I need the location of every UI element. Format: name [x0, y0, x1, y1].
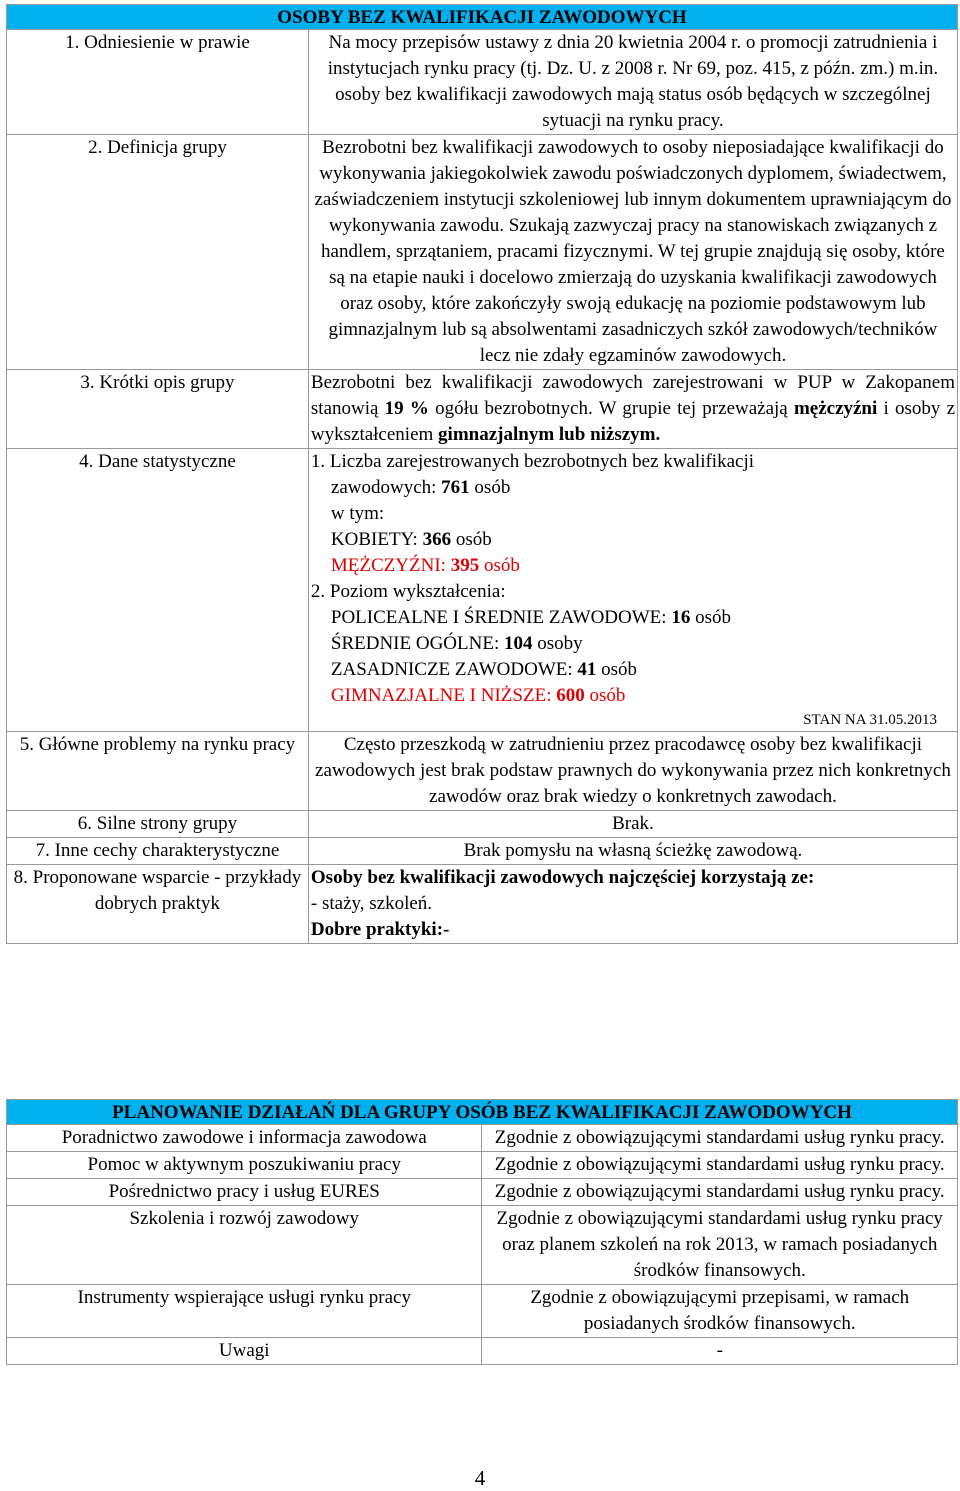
row-label: 8. Proponowane wsparcie - przykłady dobrych praktyk: [7, 865, 309, 944]
activity-note: Zgodnie z obowiązującymi standardami usług rynku pracy oraz planem szkoleń na rok 2013, w ramach posiadanych środków finansowych.: [482, 1206, 958, 1285]
row-content: Na mocy przepisów ustawy z dnia 20 kwietnia 2004 r. o promocji zatrudnienia i instytucjach rynku pracy (tj. Dz. U. z 2008 r. Nr 69, poz. 415, z późn. zm.) m.in. osoby bez kwalifikacji zawodowych mają status osób będących w szczególnej sytuacji na rynku pracy.: [308, 30, 957, 135]
row-label: 5. Główne problemy na rynku pracy: [7, 732, 309, 811]
row-label: 4. Dane statystyczne: [7, 449, 309, 732]
row-label: 3. Krótki opis grupy: [7, 370, 309, 449]
table-row: [7, 1285, 958, 1338]
row-content: [308, 370, 957, 449]
table-header: PLANOWANIE DZIAŁAŃ DLA GRUPY OSÓB BEZ KWALIFIKACJI ZAWODOWYCH: [7, 1100, 958, 1125]
table-row: [7, 1125, 958, 1152]
row-label: 2. Definicja grupy: [7, 135, 309, 370]
activity: Poradnictwo zawodowe i informacja zawodowa: [7, 1125, 482, 1152]
good-practices: Dobre praktyki:-: [310, 919, 450, 940]
stat-line: POLICEALNE I ŚREDNIE ZAWODOWE: 16 osób: [330, 607, 731, 628]
statistics-content: [308, 449, 957, 732]
stat-line: KOBIETY: 366 osób: [330, 529, 492, 550]
activity-note: Zgodnie z obowiązującymi standardami usług rynku pracy.: [482, 1152, 958, 1179]
group-profile-table: [6, 4, 958, 944]
activity: Pomoc w aktywnym poszukiwaniu pracy: [7, 1152, 482, 1179]
table-row: [7, 811, 958, 838]
support-heading: Osoby bez kwalifikacji zawodowych najczęściej korzystają ze:: [310, 867, 815, 888]
text: ogółu bezrobotnych. W grupie tej przeważają: [428, 398, 794, 419]
table-row: [7, 449, 958, 732]
data-date: STAN NA 31.05.2013: [803, 712, 937, 728]
activity: Szkolenia i rozwój zawodowy: [7, 1206, 482, 1285]
table-row: [7, 1206, 958, 1285]
text: Bezrobotni bez kwalifikacji zawodowych zarejestrowani w PUP w Zakopanem stanowią: [310, 372, 955, 419]
row-content: [308, 865, 957, 944]
row-content: Brak pomysłu na własną ścieżkę zawodową.: [308, 838, 957, 865]
activity-note: Zgodnie z obowiązującymi przepisami, w ramach posiadanych środków finansowych.: [482, 1285, 958, 1338]
row-content: Bezrobotni bez kwalifikacji zawodowych to osoby nieposiadające kwalifikacji do wykonywania jakiegokolwiek zawodu poświadczonych dyplomem, świadectwem, zaświadczeniem instytucji szkoleniowej lub innym dokumentem uprawniającym do wykonywania zawodu. Szukają zazwyczaj pracy na stanowiskach związanych z handlem, sprzątaniem, pracami fizycznymi. W tej grupie znajdują się osoby, które są na etapie nauki i docelowo zmierzają do uzyskania kwalifikacji zawodowych oraz osoby, które zakończyły swoją edukację na poziomie podstawowym lub gimnazjalnym lub są absolwentami zasadniczych szkół zawodowych/techników lecz nie zdały egzaminów zawodowych.: [308, 135, 957, 370]
text: i osoby z wykształceniem: [310, 398, 956, 445]
stat-line: ŚREDNIE OGÓLNE: 104 osoby: [330, 633, 583, 654]
activity-note: Zgodnie z obowiązującymi standardami usług rynku pracy.: [482, 1125, 958, 1152]
activity-note: Zgodnie z obowiązującymi standardami usług rynku pracy.: [482, 1179, 958, 1206]
activity-note: -: [482, 1338, 958, 1365]
row-content: Często przeszkodą w zatrudnieniu przez pracodawcę osoby bez kwalifikacji zawodowych jest brak podstaw prawnych do wykonywania przez nich konkretnych zawodów oraz brak wiedzy o konkretnych zawodach.: [308, 732, 957, 811]
stat-line: zawodowych: 761 osób: [330, 477, 511, 498]
emphasis: gimnazjalnym lub niższym.: [438, 424, 661, 445]
support-item: - staży, szkoleń.: [310, 893, 433, 914]
table-row: [7, 1179, 958, 1206]
emphasis: mężczyźni: [793, 398, 878, 419]
table-row: [7, 732, 958, 811]
activity: Pośrednictwo pracy i usług EURES: [7, 1179, 482, 1206]
page-number: 4: [474, 1466, 486, 1490]
row-label: 1. Odniesienie w prawie: [7, 30, 309, 135]
stat-line: 2. Poziom wykształcenia:: [310, 581, 506, 602]
activity: Instrumenty wspierające usługi rynku pracy: [7, 1285, 482, 1338]
row-label: 6. Silne strony grupy: [7, 811, 309, 838]
table-row: [7, 135, 958, 370]
action-plan-table: [6, 1099, 958, 1365]
row-label: 7. Inne cechy charakterystyczne: [7, 838, 309, 865]
row-content: Brak.: [308, 811, 957, 838]
table-row: [7, 1152, 958, 1179]
activity: Uwagi: [7, 1338, 482, 1365]
table-row: [7, 865, 958, 944]
table-row: [7, 1338, 958, 1365]
table-row: [7, 30, 958, 135]
stat-line: w tym:: [330, 503, 385, 524]
stat-line: GIMNAZJALNE I NIŻSZE: 600 osób: [330, 685, 626, 706]
percent-value: 19 %: [384, 398, 429, 419]
stat-line: ZASADNICZE ZAWODOWE: 41 osób: [330, 659, 638, 680]
table-header: OSOBY BEZ KWALIFIKACJI ZAWODOWYCH: [7, 5, 958, 30]
stat-line: 1. Liczba zarejestrowanych bezrobotnych bez kwalifikacji: [310, 451, 755, 472]
stat-line: MĘŻCZYŹNI: 395 osób: [330, 555, 520, 576]
table-row: [7, 370, 958, 449]
table-row: [7, 838, 958, 865]
